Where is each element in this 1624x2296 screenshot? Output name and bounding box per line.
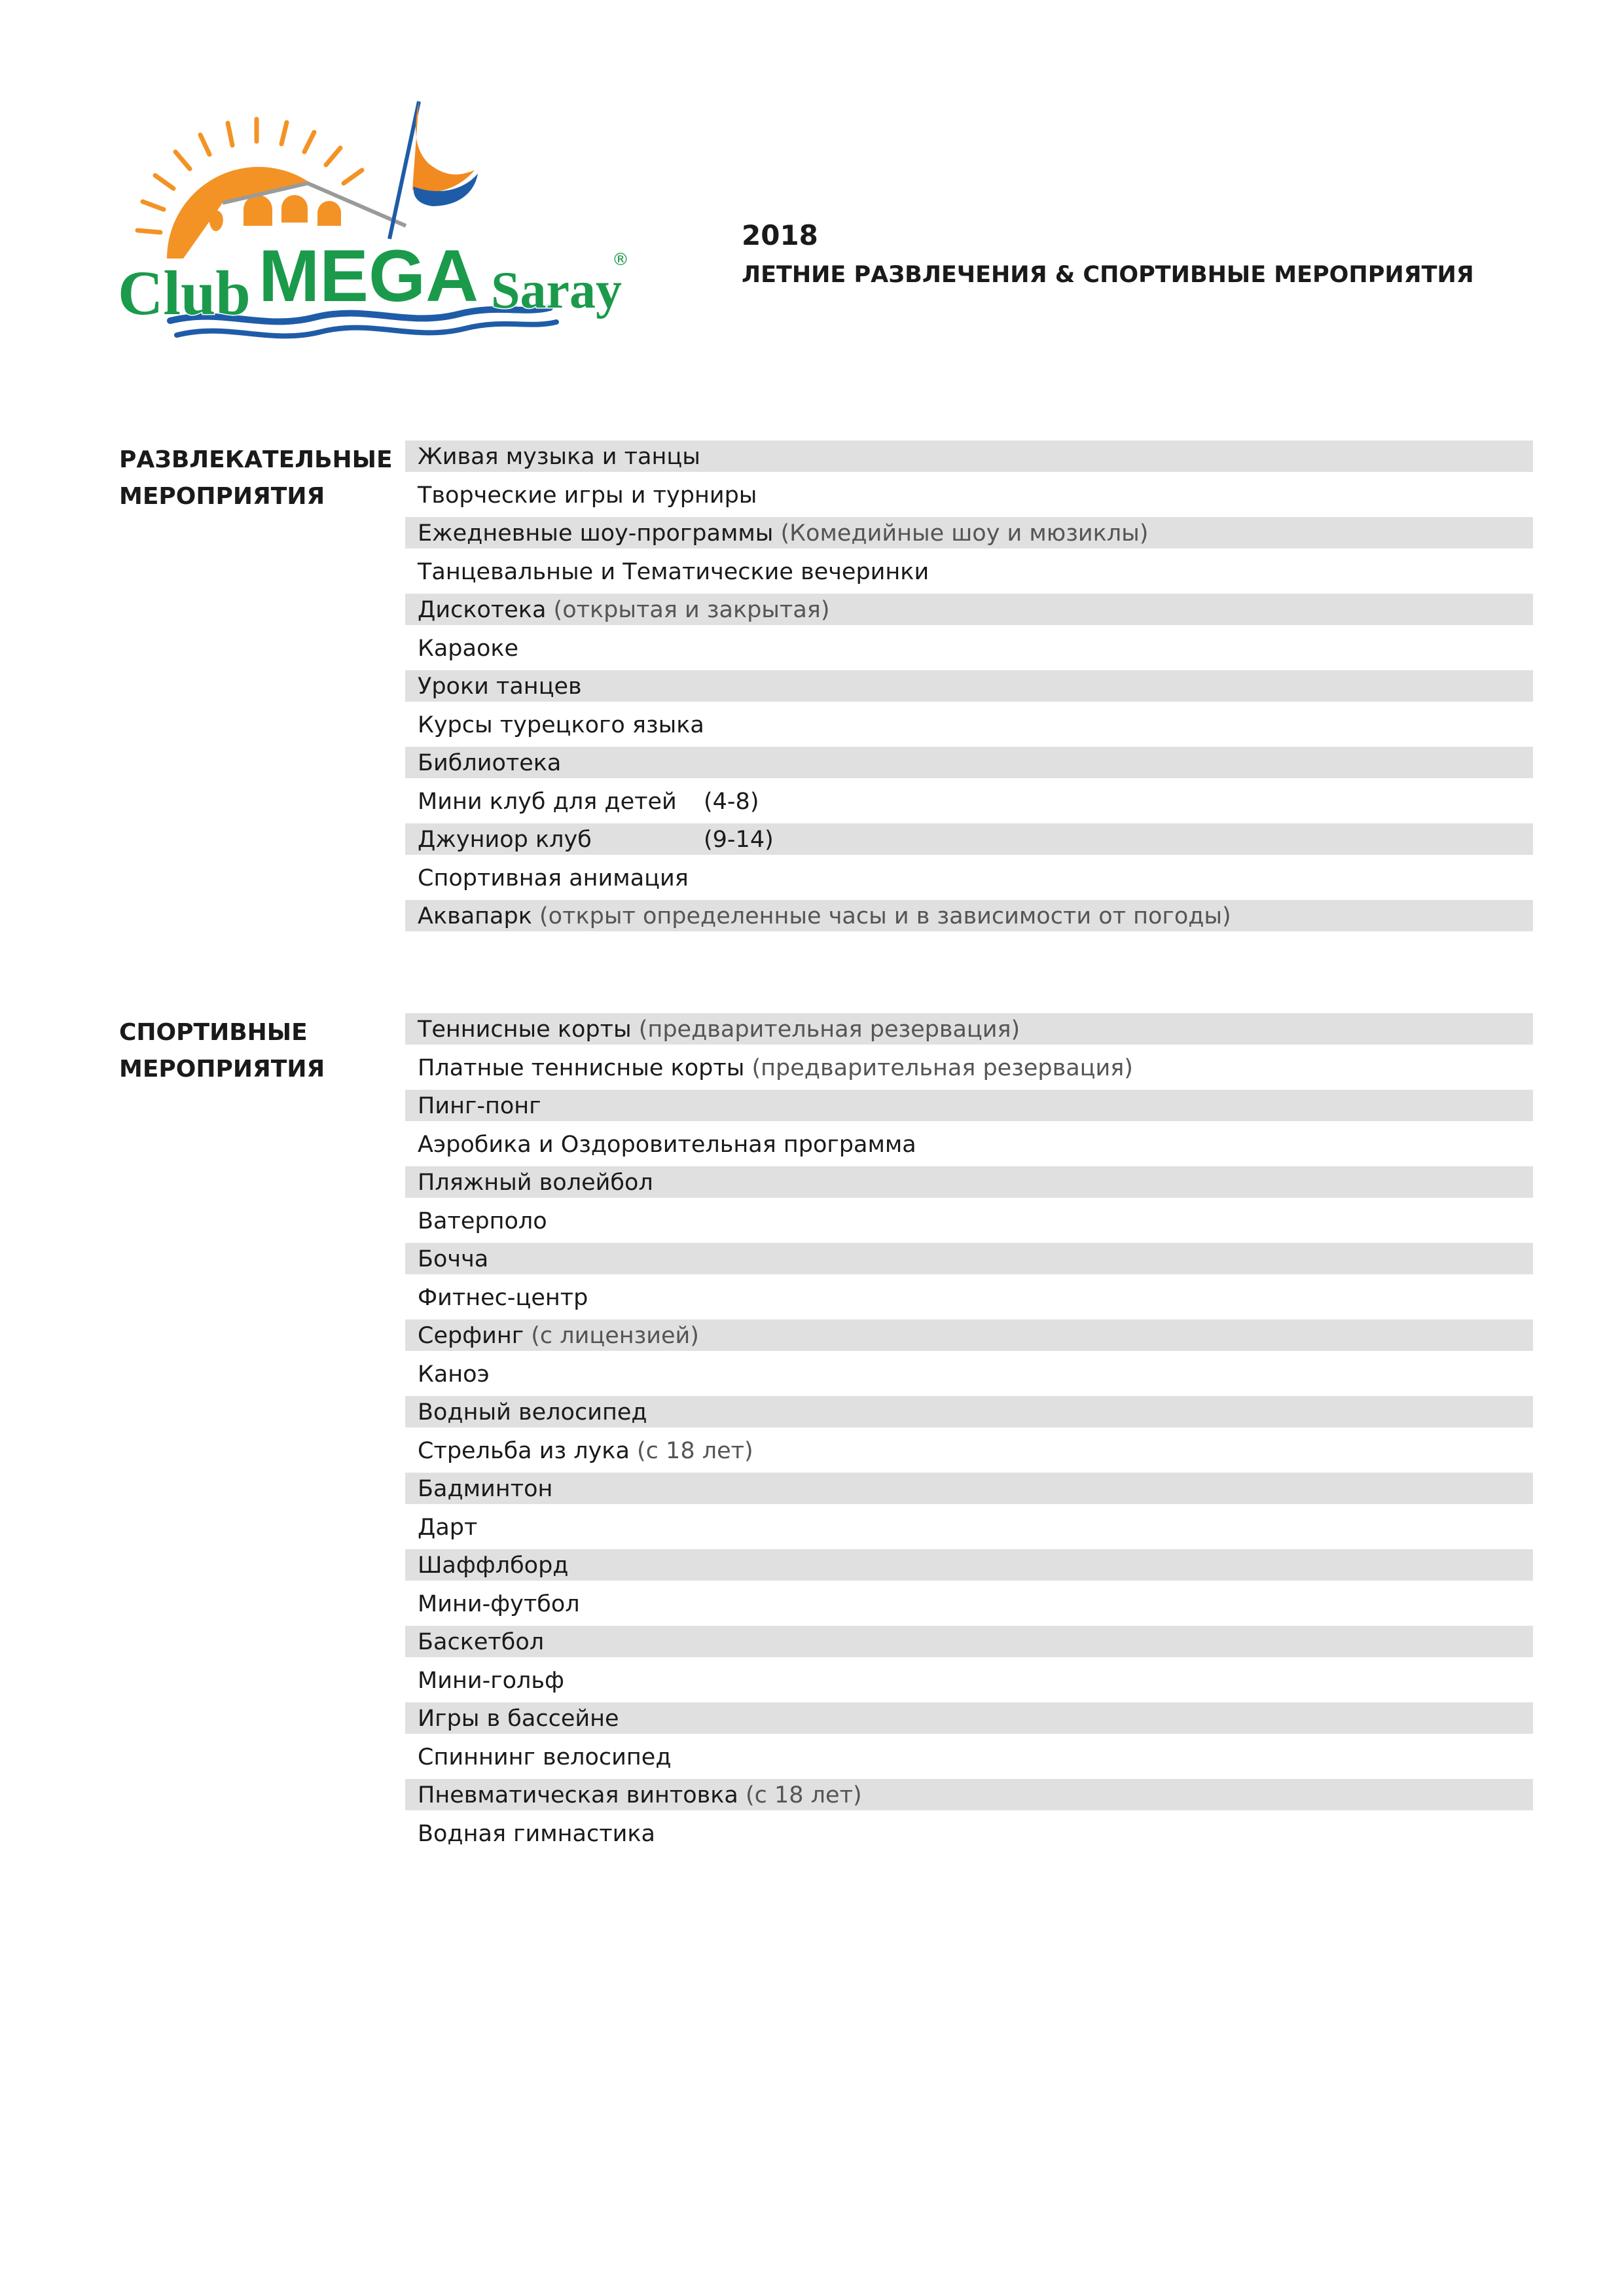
item-name: Мини-футбол <box>418 1590 580 1617</box>
entertainment-list <box>405 440 1533 939</box>
list-item <box>405 1818 1533 1856</box>
list-item <box>405 747 1533 785</box>
item-note: (открытая и закрытая) <box>553 597 830 623</box>
list-item <box>405 1052 1533 1090</box>
logo-registered-mark: ® <box>612 250 629 270</box>
item-name: Живая музыка и танцы <box>418 444 700 470</box>
item-name: Платные теннисные корты <box>418 1054 745 1081</box>
list-item <box>405 1090 1533 1128</box>
item-name: Курсы турецкого языка <box>418 711 704 738</box>
item-name: Творческие игры и турниры <box>418 482 757 509</box>
item-name: Ватерполо <box>418 1208 547 1234</box>
item-name: Дискотека <box>418 597 547 623</box>
item-name: Спортивная анимация <box>418 865 689 891</box>
list-item <box>405 670 1533 709</box>
list-item <box>405 862 1533 901</box>
item-name: Баскетбол <box>418 1629 545 1655</box>
list-item <box>405 1702 1533 1741</box>
list-item <box>405 556 1533 594</box>
logo-club-text: Club <box>118 258 251 328</box>
item-age-range: (4-8) <box>704 788 759 815</box>
entertainment-section-title <box>119 442 401 515</box>
document-subtitle: ЛЕТНИЕ РАЗВЛЕЧЕНИЯ & СПОРТИВНЫЕ МЕРОПРИЯТИЯ <box>742 262 1474 288</box>
item-note: (предварительная резервация) <box>638 1016 1020 1043</box>
item-name: Джуниор клуб <box>418 827 592 853</box>
item-name: Серфинг <box>418 1323 524 1349</box>
item-name: Дарт <box>418 1514 478 1541</box>
item-name: Ежедневные шоу-программы <box>418 520 774 547</box>
item-note: (с лицензией) <box>531 1323 699 1349</box>
list-item <box>405 1166 1533 1205</box>
list-item <box>405 1779 1533 1818</box>
flag <box>389 101 478 239</box>
list-item <box>405 632 1533 671</box>
item-note: (с 18 лет) <box>746 1782 862 1808</box>
item-name: Мини клуб для детей <box>418 788 677 815</box>
club-mega-saray-logo <box>92 92 655 353</box>
document-header <box>742 216 1474 295</box>
list-item <box>405 1626 1533 1664</box>
list-item <box>405 1473 1533 1511</box>
list-item <box>405 594 1533 632</box>
item-name: Мини-гольф <box>418 1667 564 1694</box>
item-name: Уроки танцев <box>418 673 582 700</box>
list-item <box>405 1396 1533 1435</box>
item-age-range: (9-14) <box>704 827 774 853</box>
entertainment-title-line1: РАЗВЛЕКАТЕЛЬНЫЕ <box>119 446 393 473</box>
item-name: Пинг-понг <box>418 1093 541 1119</box>
item-note: (Комедийные шоу и мюзиклы) <box>780 520 1149 547</box>
item-name: Каноэ <box>418 1361 490 1388</box>
list-item <box>405 1205 1533 1244</box>
list-item <box>405 1435 1533 1473</box>
list-item <box>405 1588 1533 1626</box>
list-item <box>405 1282 1533 1320</box>
list-item <box>405 1741 1533 1780</box>
item-note: (с 18 лет) <box>637 1437 753 1464</box>
list-item <box>405 1358 1533 1397</box>
item-name: Спиннинг велосипед <box>418 1744 672 1770</box>
item-name: Пляжный волейбол <box>418 1170 653 1196</box>
item-name: Шаффлборд <box>418 1552 569 1579</box>
list-item <box>405 440 1533 479</box>
list-item <box>405 1549 1533 1588</box>
item-name: Водная гимнастика <box>418 1820 655 1847</box>
list-item <box>405 785 1533 824</box>
item-name: Игры в бассейне <box>418 1706 619 1732</box>
item-name: Стрельба из лука <box>418 1437 630 1464</box>
list-item <box>405 479 1533 518</box>
item-name: Аквапарк <box>418 903 532 929</box>
list-item <box>405 709 1533 747</box>
item-name: Танцевальные и Тематические вечеринки <box>418 558 929 585</box>
document-year: 2018 <box>742 219 818 251</box>
sports-title-line1: СПОРТИВНЫЕ <box>119 1019 308 1046</box>
list-item <box>405 1243 1533 1282</box>
list-item <box>405 1319 1533 1358</box>
item-name: Бадминтон <box>418 1476 553 1502</box>
list-item <box>405 823 1533 862</box>
list-item <box>405 1664 1533 1703</box>
logo-saray-text: Saray <box>491 262 622 319</box>
list-item <box>405 900 1533 939</box>
sports-list <box>405 1013 1533 1856</box>
sports-title-line2: МЕРОПРИЯТИЯ <box>119 1056 325 1083</box>
sports-section-title <box>119 1014 401 1088</box>
item-note: (открыт определенные часы и в зависимости от погоды) <box>539 903 1231 929</box>
logo-mega-text: MEGA <box>259 235 478 317</box>
entertainment-title-line2: МЕРОПРИЯТИЯ <box>119 483 325 510</box>
item-name: Бочча <box>418 1246 489 1272</box>
list-item <box>405 517 1533 556</box>
list-item <box>405 1511 1533 1550</box>
list-item <box>405 1128 1533 1167</box>
item-name: Библиотека <box>418 750 562 776</box>
item-name: Пневматическая винтовка <box>418 1782 738 1808</box>
item-name: Фитнес-центр <box>418 1284 588 1311</box>
list-item <box>405 1013 1533 1052</box>
item-name: Теннисные корты <box>418 1016 632 1043</box>
item-name: Караоке <box>418 635 519 662</box>
item-name: Аэробика и Оздоровительная программа <box>418 1131 916 1158</box>
item-name: Водный велосипед <box>418 1399 647 1426</box>
item-note: (предварительная резервация) <box>751 1054 1133 1081</box>
